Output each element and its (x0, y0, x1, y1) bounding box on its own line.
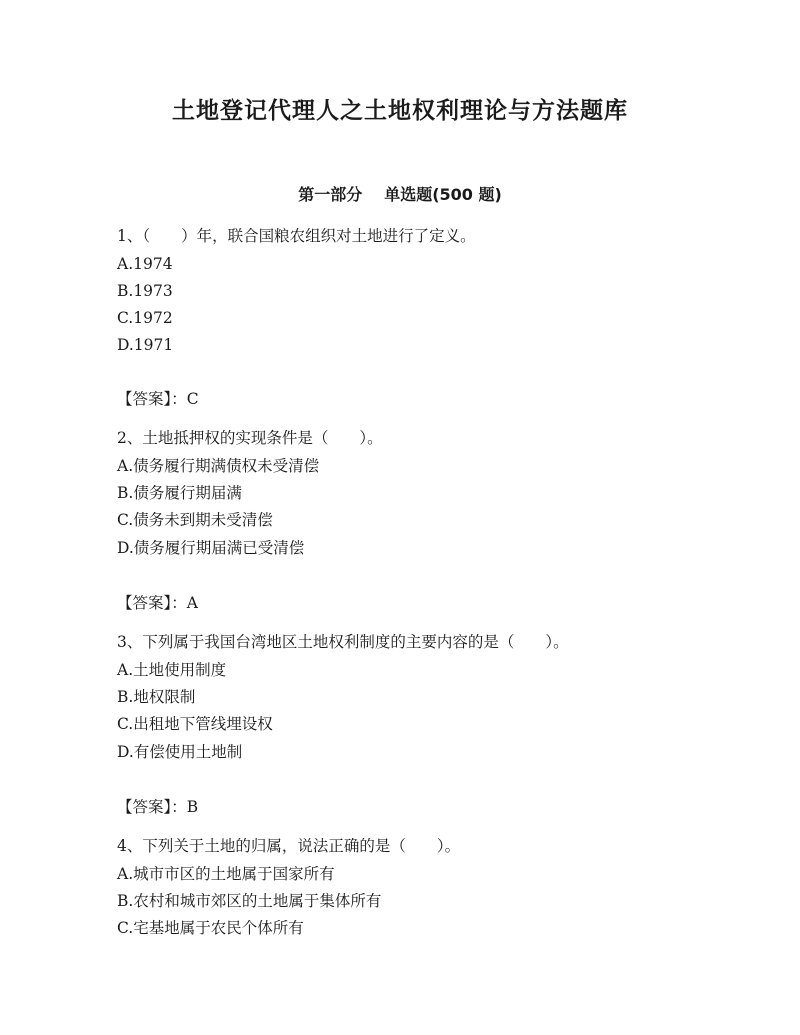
document-title: 土地登记代理人之土地权利理论与方法题库 (172, 98, 628, 124)
question-option: D.有偿使用土地制 (117, 743, 243, 761)
answer-label: 【答案】： (117, 390, 187, 408)
question-option: C.出租地下管线埋设权 (117, 715, 273, 733)
question-option: A.债务履行期满债权未受清偿 (117, 457, 320, 475)
section-title (0, 182, 800, 205)
question-stem: 3、下列属于我国台湾地区土地权利制度的主要内容的是（ ）。 (117, 633, 569, 651)
question-option: B.1973 (117, 282, 173, 300)
answer-value: A (186, 594, 198, 612)
answer-value: B (186, 798, 199, 816)
question-option: A.城市市区的土地属于国家所有 (117, 865, 335, 883)
question-option: B.债务履行期届满 (117, 484, 242, 502)
section-type: 单选题(500 题) (384, 185, 502, 204)
question-option: C.宅基地属于农民个体所有 (117, 919, 304, 937)
answer-label: 【答案】： (117, 798, 187, 816)
answer-line (117, 389, 199, 409)
answer-line (117, 797, 198, 817)
question-stem: 2、土地抵押权的实现条件是（ ）。 (117, 429, 383, 447)
answer-value: C (186, 390, 199, 408)
question-stem: 4、下列关于土地的归属，说法正确的是（ ）。 (117, 837, 461, 855)
question-stem: 1、（ ）年，联合国粮农组织对土地进行了定义。 (117, 227, 476, 245)
section-part: 第一部分 (298, 185, 363, 204)
answer-line (117, 593, 198, 613)
question-option: B.农村和城市郊区的土地属于集体所有 (117, 892, 382, 910)
question-option: C.1972 (117, 309, 173, 327)
question-option: B.地权限制 (117, 688, 196, 706)
question-option: A.土地使用制度 (117, 661, 227, 679)
question-option: A.1974 (117, 255, 173, 273)
question-option: D.1971 (117, 336, 174, 354)
question-option: C.债务未到期未受清偿 (117, 511, 273, 529)
question-option: D.债务履行期届满已受清偿 (117, 539, 305, 557)
answer-label: 【答案】： (117, 594, 187, 612)
